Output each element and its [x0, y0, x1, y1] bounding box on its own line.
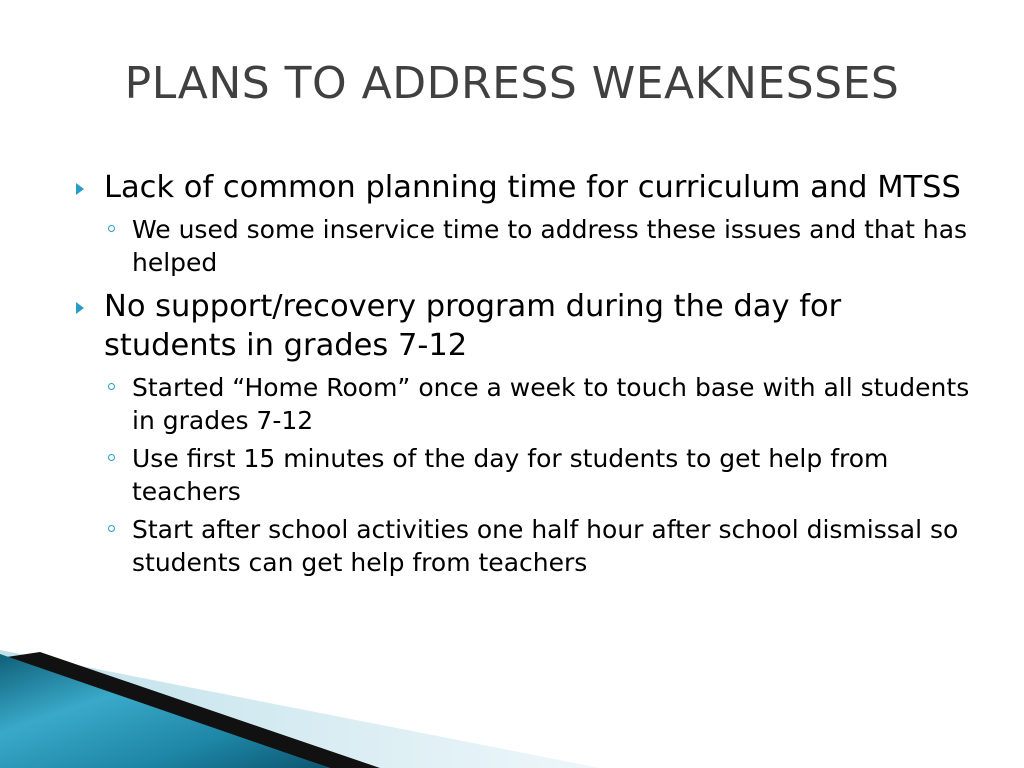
bullet-list	[72, 165, 972, 587]
arrow-bullet-icon	[76, 183, 84, 195]
sub-bullet-list	[104, 213, 972, 279]
corner-swoosh-decoration	[0, 638, 1024, 768]
bullet-item	[72, 168, 972, 279]
sub-bullet-text: Start after school activities one half hour after school dismissal so students can get help from teachers	[132, 515, 959, 577]
ring-bullet-icon	[108, 383, 115, 390]
bullet-text: No support/recovery program during the day for students in grades 7-12	[104, 289, 842, 363]
sub-bullet-text: Started “Home Room” once a week to touch base with all students in grades 7-12	[132, 373, 970, 435]
ring-bullet-icon	[108, 454, 115, 461]
sub-bullet-text: Use first 15 minutes of the day for students to get help from teachers	[132, 444, 889, 506]
sub-bullet-list	[104, 371, 972, 579]
bullet-text: Lack of common planning time for curriculum and MTSS	[104, 170, 961, 205]
arrow-bullet-icon	[76, 302, 84, 314]
ring-bullet-icon	[108, 225, 115, 232]
ring-bullet-icon	[108, 525, 115, 532]
sub-bullet-item	[104, 213, 972, 279]
sub-bullet-text: We used some inservice time to address these issues and that has helped	[132, 215, 968, 277]
slide-title: PLANS TO ADDRESS WEAKNESSES	[124, 58, 900, 109]
sub-bullet-item	[104, 442, 972, 508]
sub-bullet-item	[104, 371, 972, 437]
sub-bullet-item	[104, 513, 972, 579]
bullet-item	[72, 287, 972, 579]
